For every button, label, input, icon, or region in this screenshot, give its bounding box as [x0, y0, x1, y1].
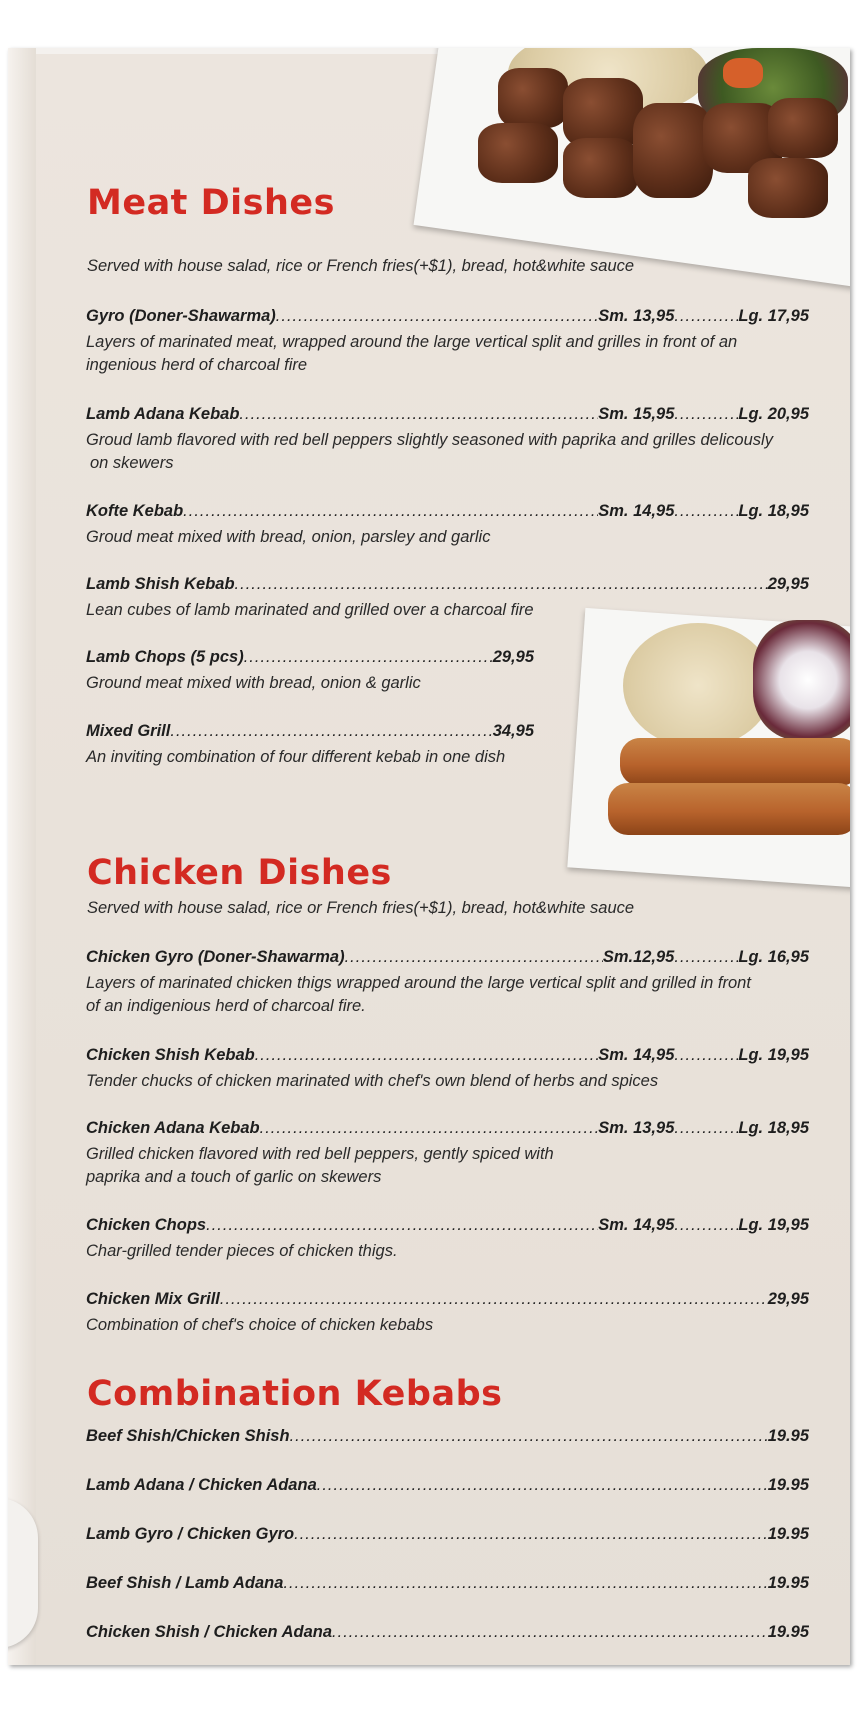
item-price: 19.95	[767, 1476, 809, 1494]
item-price: 29,95	[767, 1290, 809, 1308]
item-description-line: Tender chucks of chicken marinated with chef's own blend of herbs and spices	[86, 1072, 659, 1090]
item-price-large: Lg. 17,95	[738, 307, 809, 325]
item-name: Lamb Adana Kebab	[86, 405, 240, 423]
item-name: Chicken Chops	[86, 1216, 207, 1234]
item-name: Mixed Grill	[86, 722, 171, 740]
item-description	[86, 746, 505, 769]
menu-item-name-line	[86, 948, 809, 970]
item-price-small: Sm. 14,95	[598, 1216, 675, 1234]
dot-leader	[674, 1119, 738, 1138]
item-price: 29,95	[767, 575, 809, 593]
menu-item-name-line	[86, 502, 809, 524]
item-name: Lamb Chops (5 pcs)	[86, 648, 244, 666]
dot-leader	[674, 1046, 738, 1065]
dot-leader	[183, 502, 598, 521]
dot-leader	[206, 1216, 598, 1235]
item-description	[86, 1070, 658, 1093]
item-price-small: Sm.12,95	[602, 948, 675, 966]
dot-leader	[220, 1290, 768, 1309]
chicken-section-note: Served with house salad, rice or French fries(+$1), bread, hot&white sauce	[87, 899, 635, 917]
item-name: Gyro (Doner-Shawarma)	[86, 307, 276, 325]
dot-leader	[283, 1574, 767, 1593]
combo-item-line	[86, 1476, 809, 1498]
combo-item-line	[86, 1574, 809, 1596]
item-price: 19.95	[767, 1525, 809, 1543]
item-description-line: Layers of marinated chicken thigs wrapped around the large vertical split and grilled in front	[86, 974, 751, 992]
dot-leader	[170, 722, 492, 741]
item-name: Chicken Adana Kebab	[86, 1119, 260, 1137]
item-price: 19.95	[767, 1427, 809, 1445]
item-price-large: Lg. 20,95	[738, 405, 809, 423]
menu-item-name-line	[86, 1119, 809, 1141]
dot-leader	[674, 502, 738, 521]
combo-item-line	[86, 1623, 809, 1645]
item-description	[86, 1314, 433, 1337]
menu-item-name-line	[86, 1046, 809, 1068]
item-name: Chicken Shish Kebab	[86, 1046, 255, 1064]
dot-leader	[317, 1476, 768, 1495]
item-name: Chicken Shish / Chicken Adana	[86, 1623, 333, 1641]
item-price-large: Lg. 19,95	[738, 1216, 809, 1234]
item-description-line: Layers of marinated meat, wrapped around the large vertical split and grilles in front of an	[86, 333, 738, 351]
meat-piece	[748, 158, 828, 218]
dot-leader	[255, 1046, 599, 1065]
menu-item-name-line	[86, 722, 534, 744]
dot-leader	[332, 1623, 768, 1642]
dot-leader	[239, 405, 598, 424]
kebab-skewer	[608, 783, 850, 835]
meat-section-title: Meat Dishes	[87, 183, 335, 223]
combo-item-line	[86, 1525, 809, 1547]
item-price-small: Sm. 13,95	[598, 1119, 675, 1137]
page-spine	[8, 48, 36, 1665]
item-description	[86, 972, 751, 1018]
dot-leader	[276, 307, 598, 326]
item-name: Beef Shish / Lamb Adana	[86, 1574, 284, 1592]
item-description	[86, 526, 490, 549]
item-description	[86, 429, 773, 475]
menu-item-name-line	[86, 1290, 809, 1312]
dot-leader	[294, 1525, 768, 1544]
item-description	[86, 672, 421, 695]
item-name: Lamb Adana / Chicken Adana	[86, 1476, 317, 1494]
item-description-line: Grilled chicken flavored with red bell peppers, gently spiced with	[86, 1145, 554, 1163]
item-price-large: Lg. 19,95	[738, 1046, 809, 1064]
item-description-line: Groud lamb flavored with red bell peppers slightly seasoned with paprika and grilles delicously	[86, 431, 773, 449]
item-description-line: ingenious herd of charcoal fire	[86, 356, 308, 374]
combo-section-title: Combination Kebabs	[87, 1374, 503, 1414]
dot-leader	[674, 1216, 738, 1235]
meat-piece	[478, 123, 558, 183]
item-description	[86, 331, 737, 377]
dot-leader	[674, 307, 738, 326]
dot-leader	[235, 575, 768, 594]
meat-section-note: Served with house salad, rice or French fries(+$1), bread, hot&white sauce	[87, 257, 635, 275]
menu-item-name-line	[86, 575, 809, 597]
item-description	[86, 1240, 398, 1263]
onion-salad-decor	[753, 620, 850, 740]
item-price-small: Sm. 15,95	[598, 405, 675, 423]
item-name: Chicken Gyro (Doner-Shawarma)	[86, 948, 345, 966]
item-name: Beef Shish/Chicken Shish	[86, 1427, 290, 1445]
item-description-line: of an indigenious herd of charcoal fire.	[86, 997, 366, 1015]
dot-leader	[345, 948, 603, 967]
item-description-line: Groud meat mixed with bread, onion, parsley and garlic	[86, 528, 491, 546]
meat-piece	[498, 68, 568, 128]
item-price-small: Sm. 14,95	[598, 1046, 675, 1064]
menu-item-name-line	[86, 1216, 809, 1238]
item-price: 19.95	[767, 1623, 809, 1641]
menu-item-name-line	[86, 307, 809, 329]
meat-piece	[633, 103, 713, 198]
chicken-section-title: Chicken Dishes	[87, 853, 392, 893]
item-name: Lamb Gyro / Chicken Gyro	[86, 1525, 295, 1543]
item-description-line: Ground meat mixed with bread, onion & garlic	[86, 674, 421, 692]
meat-piece	[563, 138, 638, 198]
item-price-large: Lg. 18,95	[738, 502, 809, 520]
item-description-line: Lean cubes of lamb marinated and grilled over a charcoal fire	[86, 601, 534, 619]
item-price: 29,95	[492, 648, 534, 666]
item-description-line: Combination of chef's choice of chicken kebabs	[86, 1316, 434, 1334]
item-price-small: Sm. 13,95	[598, 307, 675, 325]
dot-leader	[674, 405, 738, 424]
item-name: Kofte Kebab	[86, 502, 184, 520]
item-name: Chicken Mix Grill	[86, 1290, 220, 1308]
dot-leader	[260, 1119, 599, 1138]
item-price-small: Sm. 14,95	[598, 502, 675, 520]
dot-leader	[290, 1427, 768, 1446]
item-price: 34,95	[492, 722, 534, 740]
item-price-large: Lg. 18,95	[738, 1119, 809, 1137]
item-price: 19.95	[767, 1574, 809, 1592]
item-description-line: Char-grilled tender pieces of chicken thigs.	[86, 1242, 398, 1260]
item-description-line: on skewers	[90, 454, 174, 472]
item-description-line: An inviting combination of four different kebab in one dish	[86, 748, 506, 766]
partial-plate-photo	[8, 1498, 38, 1648]
dot-leader	[674, 948, 738, 967]
tomato-decor	[723, 58, 763, 88]
item-description	[86, 1143, 554, 1189]
menu-item-name-line	[86, 648, 534, 670]
item-description-line: paprika and a touch of garlic on skewers	[86, 1168, 382, 1186]
item-name: Lamb Shish Kebab	[86, 575, 235, 593]
meat-piece	[768, 98, 838, 158]
item-price-large: Lg. 16,95	[738, 948, 809, 966]
menu-item-name-line	[86, 405, 809, 427]
dot-leader	[244, 648, 493, 667]
kebab-skewer	[620, 738, 850, 786]
combo-item-line	[86, 1427, 809, 1449]
item-description	[86, 599, 534, 622]
rice-decor	[623, 623, 773, 748]
